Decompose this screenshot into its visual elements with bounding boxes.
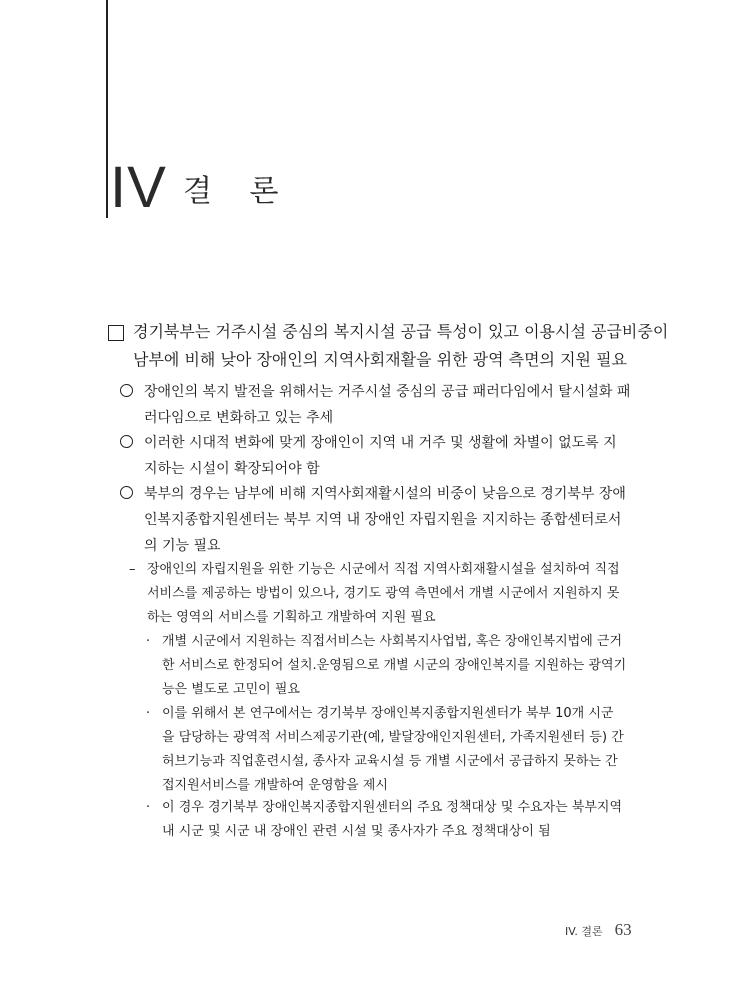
dot-bullet-icon: · xyxy=(146,634,151,649)
text-line: 한 서비스로 한정되어 설치.운영됨으로 개별 시군의 장애인복지를 지원하는 광역기 xyxy=(162,658,627,673)
dot-bullet-item xyxy=(146,702,636,798)
chapter-number: IV xyxy=(110,155,167,220)
text-line: 남부에 비해 낮아 장애인의 지역사회재활을 위한 광역 측면의 지원 필요 xyxy=(133,350,627,369)
text-line: 개별 시군에서 지원하는 직접서비스는 사회복지사업법, 혹은 장애인복지법에 근거 xyxy=(162,634,623,649)
text-line: 의 기능 필요 xyxy=(144,538,221,554)
dot-bullet-item xyxy=(146,796,636,844)
text-line: 내 시군 및 시군 내 장애인 관련 시설 및 종사자가 주요 정책대상이 됨 xyxy=(162,824,551,839)
text-line: 이러한 시대적 변화에 맞게 장애인이 지역 내 거주 및 생활에 차별이 없도록 지 xyxy=(144,435,617,451)
square-bullet-item xyxy=(108,318,669,374)
text-line: 러다임으로 변화하고 있는 추세 xyxy=(144,410,334,426)
text-line: 서비스를 제공하는 방법이 있으나, 경기도 광역 측면에서 개별 시군에서 지원하지 못 xyxy=(147,586,620,601)
text-line: 이 경우 경기북부 장애인복지종합지원센터의 주요 정책대상 및 수요자는 북부지역 xyxy=(162,800,623,815)
circle-bullet-item xyxy=(120,379,635,431)
dash-bullet-item xyxy=(129,558,637,630)
circle-bullet-item xyxy=(120,430,635,482)
dot-bullet-icon: · xyxy=(146,800,151,815)
text-line: 능은 별도로 고민이 필요 xyxy=(162,682,300,697)
text-line: 장애인의 복지 발전을 위해서는 거주시설 중심의 공급 패러다임에서 탈시설화 패 xyxy=(144,384,631,400)
dot-bullet-item xyxy=(146,630,636,702)
page-footer xyxy=(565,920,632,940)
text-line: 장애인의 자립지원을 위한 기능은 시군에서 직접 지역사회재활시설을 설치하여 직접 xyxy=(147,562,620,577)
text-line: 지하는 시설이 확장되어야 함 xyxy=(144,461,320,477)
text-line: 접지원서비스를 개발하여 운영함을 제시 xyxy=(162,778,388,793)
text-line: 북부의 경우는 남부에 비해 지역사회재활시설의 비중이 낮음으로 경기북부 장애 xyxy=(144,486,626,502)
dot-bullet-icon: · xyxy=(146,706,151,721)
dash-bullet-icon: – xyxy=(129,562,136,577)
text-line: 이를 위해서 본 연구에서는 경기북부 장애인복지종합지원센터가 북부 10개 시군 xyxy=(162,706,614,721)
circle-bullet-icon xyxy=(120,435,133,448)
text-line: 하는 영역의 서비스를 기획하고 개발하여 지원 필요 xyxy=(147,610,436,625)
text-line: 경기북부는 거주시설 중심의 복지시설 공급 특성이 있고 이용시설 공급비중이 xyxy=(133,322,669,341)
text-line: 허브기능과 직업훈련시설, 종사자 교육시설 등 개별 시군에서 공급하지 못하는 간 xyxy=(162,754,618,769)
square-bullet-icon xyxy=(108,325,124,341)
text-line: 인복지종합지원센터는 북부 지역 내 장애인 자립지원을 지지하는 종합센터로서 xyxy=(144,512,622,528)
footer-section-label: IV. 결론 xyxy=(565,925,603,938)
chapter-divider-line xyxy=(106,0,108,218)
chapter-title: 결 론 xyxy=(183,174,293,209)
circle-bullet-item xyxy=(120,481,635,559)
text-line: 을 담당하는 광역적 서비스제공기관(예, 발달장애인지원센터, 가족지원센터 등) 간 xyxy=(162,730,624,745)
circle-bullet-icon xyxy=(120,384,133,397)
circle-bullet-icon xyxy=(120,486,133,499)
page-number: 63 xyxy=(614,920,632,939)
